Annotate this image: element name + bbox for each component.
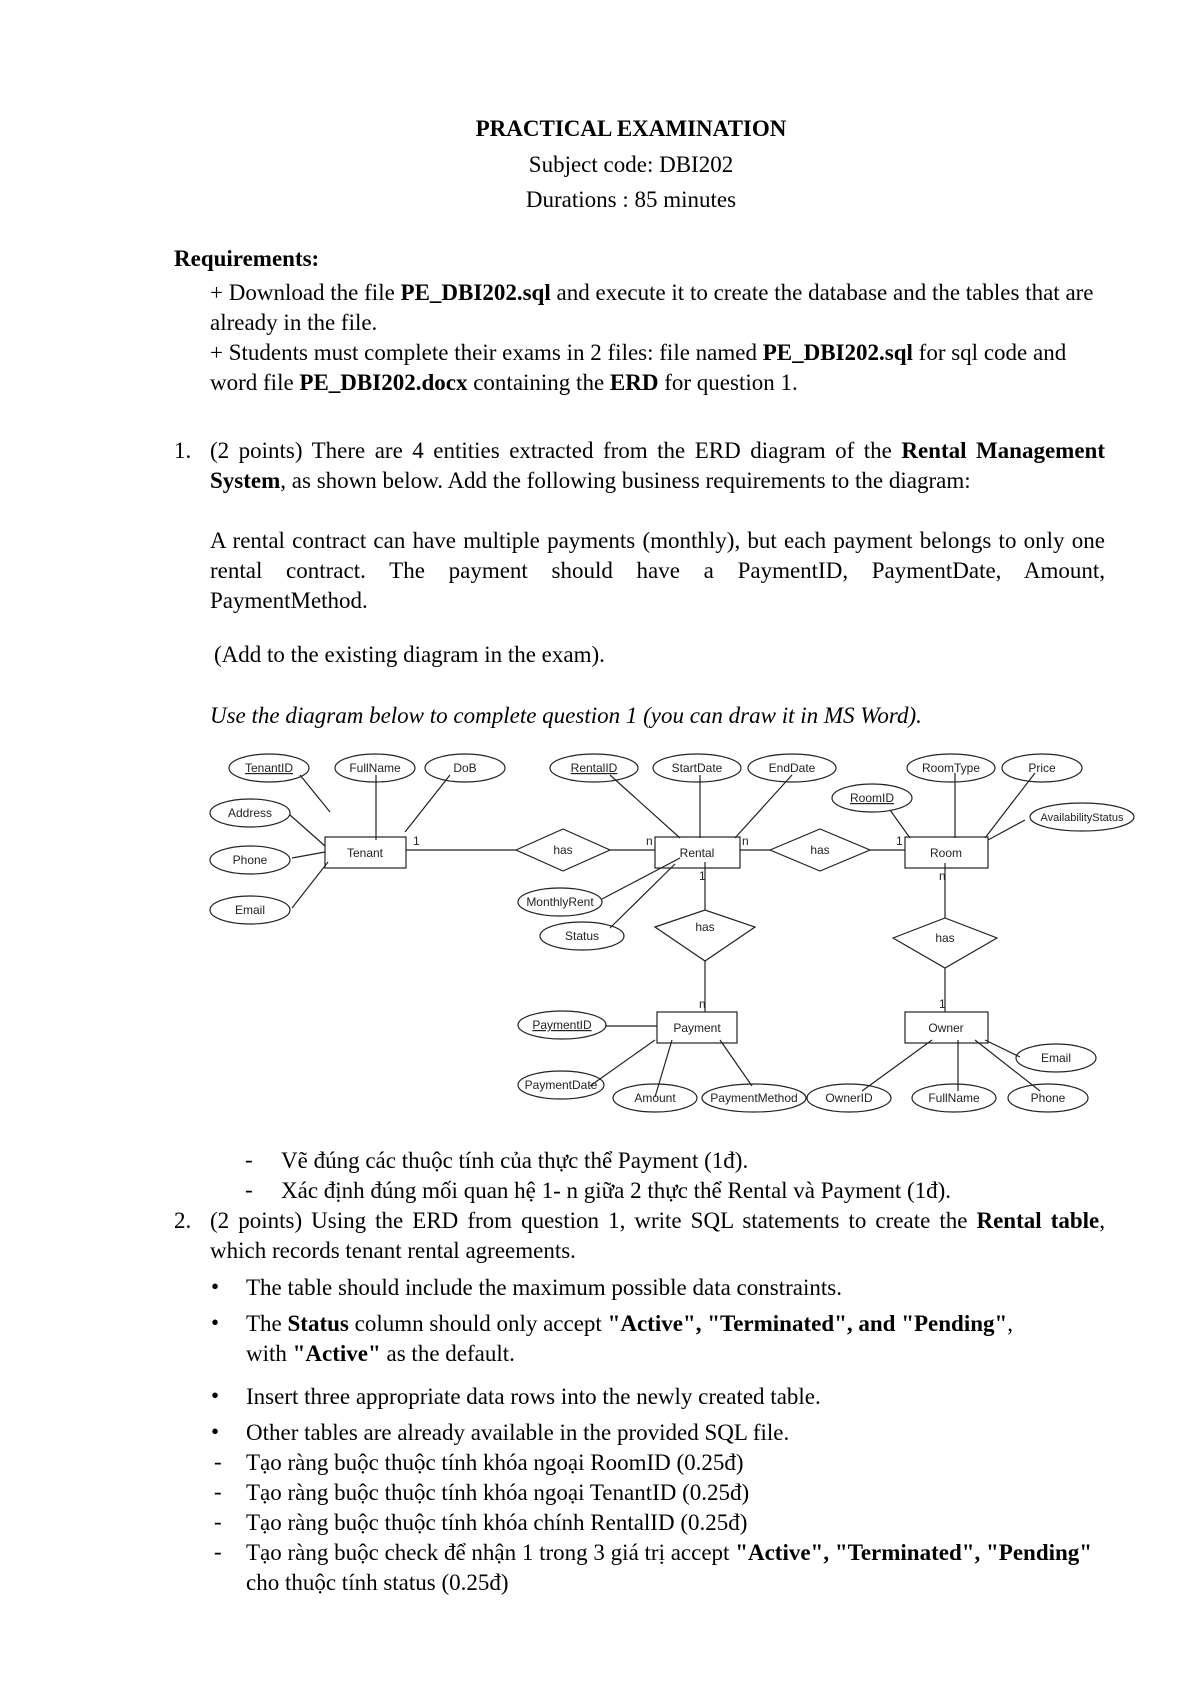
attribute-owner-phone bbox=[1008, 1084, 1088, 1112]
erd-link bbox=[988, 820, 1025, 840]
svg-text:Phone: Phone bbox=[232, 853, 268, 867]
cardinality-label: n bbox=[742, 834, 749, 848]
attribute-tenant-fullname bbox=[335, 754, 415, 782]
attribute-payment-date bbox=[518, 1071, 604, 1099]
cardinality-label: 1 bbox=[896, 834, 903, 848]
svg-text:Email: Email bbox=[1040, 1051, 1072, 1065]
erd-link bbox=[290, 815, 325, 846]
attribute-rental-status bbox=[540, 922, 624, 950]
question-2-intro: (2 points) Using the ERD from question 1, write SQL statements to create the Rental table, which records tenant rental agreements. bbox=[210, 1208, 1105, 1263]
attribute-owner-fullname bbox=[912, 1084, 996, 1112]
duration: Durations : 85 minutes bbox=[525, 187, 737, 212]
question-2-bullet-1: The table should include the maximum possible data constraints. bbox=[246, 1275, 842, 1300]
dash-marker: - bbox=[214, 1539, 222, 1564]
question-1-instruction: Use the diagram below to complete question 1 (you can draw it in MS Word). bbox=[210, 703, 922, 728]
question-1-intro: (2 points) There are 4 entities extracted from the ERD diagram of the Rental Management System, as shown below. Add the following business requirements to the diagram: bbox=[210, 438, 1106, 493]
svg-text:Tenant: Tenant bbox=[346, 846, 384, 860]
attribute-room-type bbox=[907, 754, 995, 782]
attribute-tenant-phone bbox=[210, 846, 290, 874]
svg-text:FullName: FullName bbox=[349, 761, 401, 775]
attribute-rental-monthlyrent bbox=[518, 888, 602, 916]
dash-marker: - bbox=[214, 1509, 222, 1534]
question-1-number: 1. bbox=[174, 438, 192, 463]
svg-text:PaymentMethod: PaymentMethod bbox=[710, 1091, 798, 1105]
question-2-grading-2: Tạo ràng buộc thuộc tính khóa ngoại TenantID (0.25đ) bbox=[246, 1480, 750, 1505]
attribute-rental-id bbox=[550, 754, 638, 782]
relation-room-owner bbox=[893, 918, 997, 968]
erd-link bbox=[610, 864, 675, 928]
entity-payment bbox=[657, 1012, 737, 1043]
question-1-grading-2: Xác định đúng mối quan hệ 1- n giữa 2 thực thể Rental và Payment (1đ). bbox=[281, 1178, 952, 1203]
question-2-grading-4: Tạo ràng buộc check để nhận 1 trong 3 giá trị accept "Active", "Terminated", "Pending" cho thuộc tính status (0.25đ) bbox=[246, 1540, 1093, 1595]
question-2-grading-1: Tạo ràng buộc thuộc tính khóa ngoại RoomID (0.25đ) bbox=[246, 1450, 744, 1475]
erd-link bbox=[292, 852, 325, 858]
svg-text:has: has bbox=[810, 843, 830, 857]
attribute-owner-id bbox=[807, 1084, 891, 1112]
erd-link bbox=[655, 1040, 672, 1097]
entity-room bbox=[905, 837, 988, 868]
svg-text:StartDate: StartDate bbox=[671, 761, 723, 775]
erd-link bbox=[292, 862, 328, 908]
attribute-payment-method bbox=[702, 1084, 806, 1112]
erd-link bbox=[720, 1040, 752, 1086]
requirement-1: + Download the file PE_DBI202.sql and execute it to create the database and the tables that are already in the file. bbox=[210, 280, 1094, 335]
question-2-bullet-3: Insert three appropriate data rows into the newly created table. bbox=[246, 1384, 821, 1409]
attribute-payment-amount bbox=[613, 1084, 697, 1112]
svg-text:OwnerID: OwnerID bbox=[825, 1091, 873, 1105]
bullet-marker: • bbox=[211, 1419, 220, 1444]
attribute-room-id bbox=[832, 784, 912, 812]
attribute-room-price bbox=[1002, 754, 1082, 782]
svg-text:Room: Room bbox=[929, 846, 963, 860]
svg-text:Owner: Owner bbox=[928, 1021, 964, 1035]
attribute-tenant-id bbox=[229, 754, 309, 782]
requirements-heading: Requirements: bbox=[174, 246, 320, 271]
svg-text:Amount: Amount bbox=[634, 1091, 676, 1105]
question-2-grading-3: Tạo ràng buộc thuộc tính khóa chính RentalID (0.25đ) bbox=[246, 1510, 748, 1535]
entity-owner bbox=[905, 1012, 988, 1043]
bullet-marker: • bbox=[211, 1383, 220, 1408]
erd-link bbox=[985, 1040, 1020, 1057]
relation-tenant-rental bbox=[516, 829, 610, 871]
attribute-tenant-address bbox=[210, 799, 290, 827]
cardinality-label: 1 bbox=[939, 997, 946, 1011]
erd-link bbox=[405, 775, 450, 832]
svg-text:FullName: FullName bbox=[928, 1091, 980, 1105]
svg-text:EndDate: EndDate bbox=[768, 761, 816, 775]
dash-marker: - bbox=[214, 1449, 222, 1474]
erd-link bbox=[300, 775, 330, 812]
attribute-room-availability bbox=[1030, 803, 1134, 831]
svg-text:RoomID: RoomID bbox=[849, 791, 895, 805]
svg-text:MonthlyRent: MonthlyRent bbox=[526, 895, 594, 909]
svg-text:Rental: Rental bbox=[679, 846, 715, 860]
dash-marker: - bbox=[245, 1147, 253, 1172]
dash-marker: - bbox=[214, 1479, 222, 1504]
cardinality-label: 1 bbox=[413, 834, 420, 848]
question-1-grading-1: Vẽ đúng các thuộc tính của thực thể Payment (1đ). bbox=[281, 1148, 749, 1173]
question-2-number: 2. bbox=[174, 1208, 192, 1233]
svg-text:Status: Status bbox=[564, 929, 600, 943]
entity-tenant bbox=[325, 837, 406, 868]
attribute-tenant-dob bbox=[425, 754, 505, 782]
cardinality-label: 1 bbox=[699, 869, 706, 883]
svg-text:PaymentDate: PaymentDate bbox=[524, 1078, 598, 1092]
question-1-note: (Add to the existing diagram in the exam). bbox=[214, 642, 605, 667]
cardinality-label: n bbox=[646, 834, 653, 848]
svg-text:TenantID: TenantID bbox=[244, 761, 294, 775]
svg-text:PaymentID: PaymentID bbox=[532, 1018, 592, 1032]
question-1-requirement: A rental contract can have multiple payments (monthly), but each payment belongs to only one rental contract. The payment should have a PaymentID, PaymentDate, Amount, PaymentMethod. bbox=[210, 528, 1105, 613]
entity-rental bbox=[655, 837, 740, 868]
relation-rental-payment bbox=[655, 910, 755, 961]
erd-link bbox=[610, 775, 680, 838]
svg-text:Email: Email bbox=[234, 903, 266, 917]
erd-link bbox=[602, 858, 680, 899]
dash-marker: - bbox=[245, 1177, 253, 1202]
bullet-marker: • bbox=[211, 1274, 220, 1299]
svg-text:DoB: DoB bbox=[453, 761, 477, 775]
svg-text:RoomType: RoomType bbox=[921, 761, 981, 775]
erd-link bbox=[735, 775, 792, 838]
exam-title: PRACTICAL EXAMINATION bbox=[475, 116, 787, 141]
svg-text:has: has bbox=[553, 843, 573, 857]
relation-rental-room bbox=[770, 829, 870, 871]
erd-link bbox=[862, 1040, 932, 1091]
attribute-rental-enddate bbox=[748, 754, 836, 782]
svg-text:has: has bbox=[695, 920, 715, 934]
requirement-2: + Students must complete their exams in 2 files: file named PE_DBI202.sql for sql code and word file PE_DBI202.docx containing the ERD for question 1. bbox=[210, 340, 1067, 395]
subject-code: Subject code: DBI202 bbox=[528, 152, 734, 177]
cardinality-label: n bbox=[939, 869, 946, 883]
cardinality-label: n bbox=[699, 997, 706, 1011]
bullet-marker: • bbox=[211, 1310, 220, 1335]
svg-text:Payment: Payment bbox=[673, 1021, 721, 1035]
svg-text:Price: Price bbox=[1028, 761, 1056, 775]
svg-text:Phone: Phone bbox=[1030, 1091, 1066, 1105]
attribute-tenant-email bbox=[210, 896, 290, 924]
svg-text:has: has bbox=[935, 931, 955, 945]
svg-text:AvailabilityStatus: AvailabilityStatus bbox=[1040, 812, 1124, 824]
question-2-bullet-2: The Status column should only accept "Active", "Terminated", and "Pending", with "Active" as the default. bbox=[246, 1311, 1014, 1366]
attribute-owner-email bbox=[1016, 1044, 1096, 1072]
svg-text:RentalID: RentalID bbox=[570, 761, 618, 775]
attribute-payment-id bbox=[518, 1011, 606, 1039]
question-2-bullet-4: Other tables are already available in the provided SQL file. bbox=[246, 1420, 790, 1445]
svg-text:Address: Address bbox=[227, 806, 273, 820]
attribute-rental-startdate bbox=[653, 754, 741, 782]
